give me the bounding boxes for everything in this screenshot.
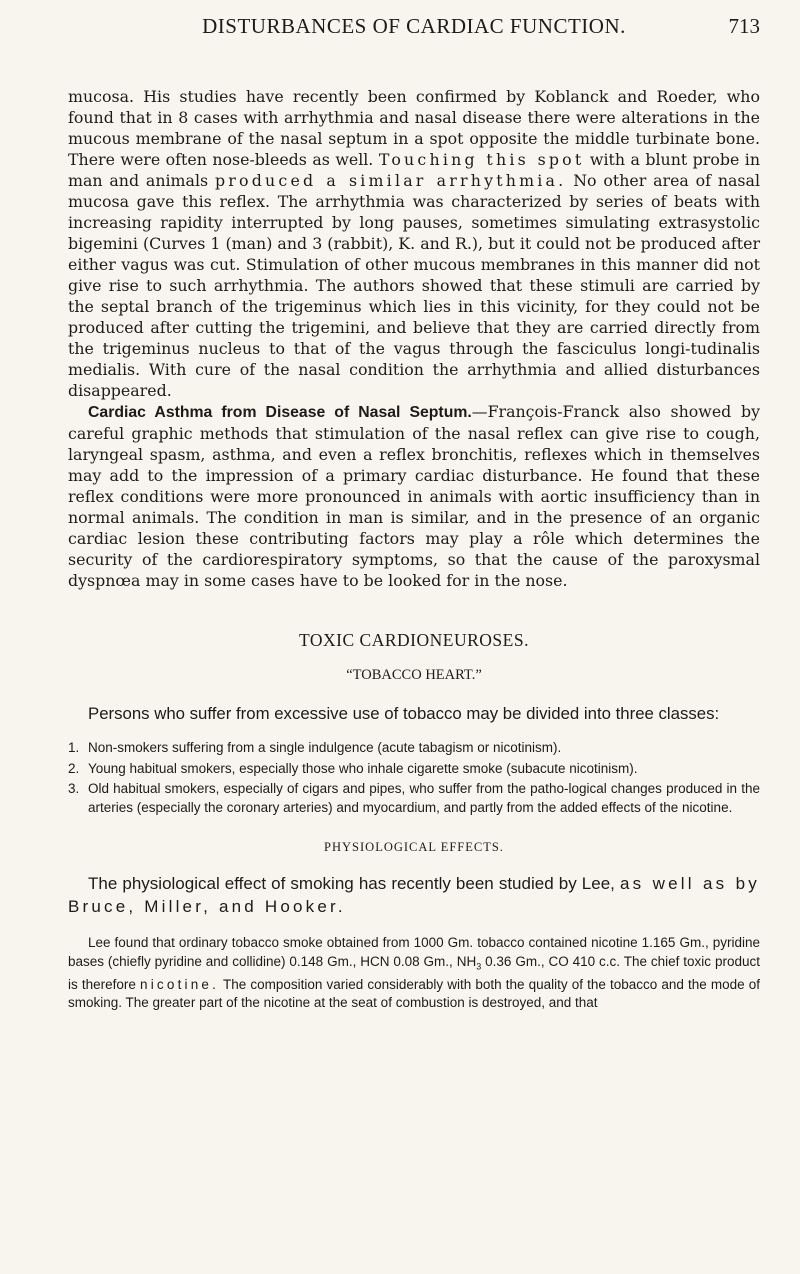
physiological-effects-heading: PHYSIOLOGICAL EFFECTS. <box>324 840 504 854</box>
page-header <box>68 14 760 50</box>
list-item-text: Young habitual smokers, especially those who inhale cigarette smoke (subacute nicotinism). <box>88 760 638 776</box>
section-subtitle: “TOBACCO HEART.” <box>346 667 482 683</box>
physiological-lead-b: as well as by Bruce, Miller, and Hooker. <box>68 874 760 916</box>
lee-text-b: 0.36 Gm., CO 410 c.c. The chief toxic product is therefore <box>68 953 760 992</box>
para1-text-c: with a blunt probe in man and animals <box>68 150 760 190</box>
running-title: DISTURBANCES OF CARDIAC FUNCTION. <box>202 14 626 38</box>
cardiac-asthma-text: —François-Franck also showed by careful graphic methods that stimulation of the nasal reflex can give rise to cough, laryngeal spasm, asthma, and even a reflex bronchitis, reflexes which in themselves may add to the impression of a primary cardiac disturbance. He found that these reflex conditions were more pronounced in animals with aortic insufficiency than in normal animals. The condition in man is similar, and in the presence of an organic cardiac lesion these contributing factors may play a rôle which determines the security of the cardiorespiratory symptoms, so that the cause of the paroxysmal dyspnœa may in some cases have to be looked for in the nose. <box>68 402 760 590</box>
paragraph-cardiac-asthma <box>68 401 760 591</box>
lee-text-c: The composition varied considerably with both the quality of the tobacco and the mode of smoking. The greater part of the nicotine at the seat of combustion is destroyed, and that <box>68 976 760 1011</box>
list-item <box>68 780 760 817</box>
physiological-lead-a: The physiological effect of smoking has recently been studied by Lee, <box>88 874 615 893</box>
list-item-text: Non-smokers suffering from a single indulgence (acute tabagism or nicotinism). <box>88 740 562 755</box>
list-item-number: 2. <box>68 760 80 776</box>
list-item-number: 3. <box>68 781 80 796</box>
lee-emphasis-nicotine: nicotine. <box>140 976 220 992</box>
classes-lead: Persons who suffer from excessive use of tobacco may be divided into three classes: <box>88 704 720 723</box>
subscript-three: 3 <box>476 961 482 972</box>
para1-emphasis-produced: produced a similar arrhythmia. <box>214 171 567 190</box>
list-item-text: Old habitual smokers, especially of cigars and pipes, who suffer from the patho-logical changes produced in the arteries (especially the coronary arteries) and myocardium, and partly from the added effects of the nicotine. <box>88 781 760 815</box>
body-text <box>68 86 760 1013</box>
page-number: 713 <box>728 14 760 38</box>
section-title: TOXIC CARDIONEUROSES. <box>299 630 529 650</box>
list-item <box>68 739 760 758</box>
list-item <box>68 760 760 779</box>
lee-text-a: Lee found that ordinary tobacco smoke obtained from 1000 Gm. tobacco contained nicotine 1.165 Gm., pyridine bases (chiefly pyridine and collidine) 0.148 Gm., HCN 0.08 Gm., NH <box>68 935 760 969</box>
cardiac-asthma-heading: Cardiac Asthma from Disease of Nasal Septum. <box>88 404 472 421</box>
para1-text-e: No other area of nasal mucosa gave this reflex. The arrhythmia was characterized by series of beats with increasing rapidity interrupted by long pauses, sometimes simulating extrasystolic bigemini (Curves 1 (man) and 3 (rabbit), K. and R.), but it could not be produced after either vagus was cut. Stimulation of other mucous membranes in this manner did not give rise to such arrhythmia. The authors showed that these stimuli are carried by the septal branch of the trigeminus which lies in this vicinity, for they could not be produced after cutting the trigemini, and believe that they are carried directly from the trigeminus nucleus to that of the vagus through the fasciculus longi-tudinalis medialis. With cure of the nasal condition the arrhythmia and allied disturbances disappeared. <box>68 171 760 400</box>
physiological-lead <box>68 872 760 918</box>
para1-text-a: mucosa. His studies have recently been confirmed by Koblanck and Roeder, who found that in 8 cases with arrhythmia and nasal disease there were alterations in the mucous membrane of the nasal septum in a spot opposite the middle turbinate bone. There were often nose-bleeds as well. <box>68 87 760 169</box>
list-item-number: 1. <box>68 740 80 755</box>
para1-emphasis-touching: Touching this spot <box>378 150 585 169</box>
lee-findings-paragraph <box>68 934 760 1013</box>
paragraph-nasal-reflex <box>68 86 760 401</box>
classes-list <box>68 739 760 817</box>
